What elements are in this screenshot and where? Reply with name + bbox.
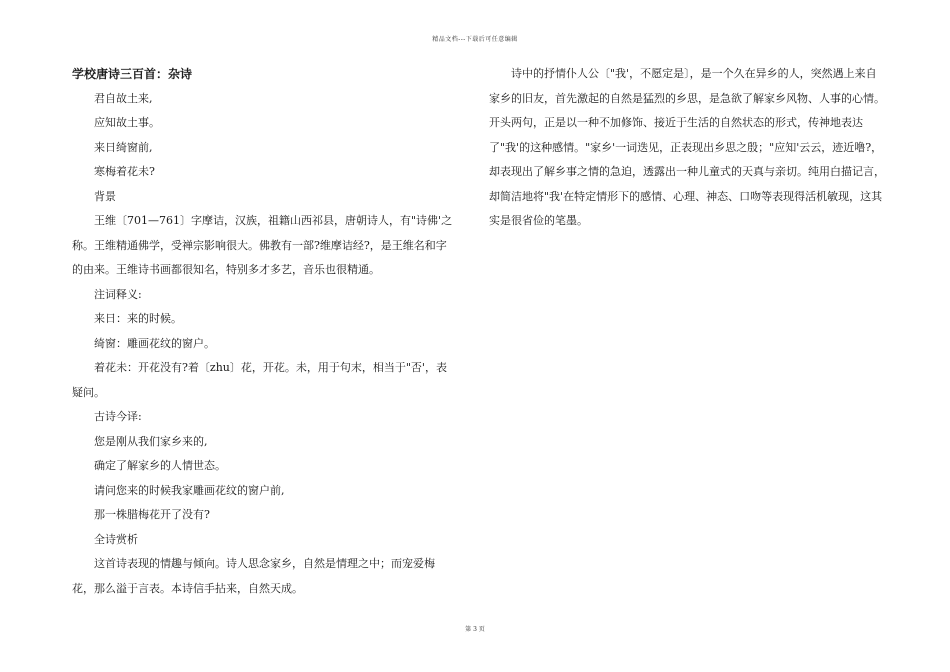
right-column xyxy=(489,62,885,234)
poem-line-2: 应知故土事。 xyxy=(94,116,160,129)
note-item-1: 来日：来的时候。 xyxy=(94,312,182,325)
translation-line-1: 您是刚从我们家乡来的, xyxy=(94,434,208,448)
translation-line-3: 请问您来的时候我家雕画花纹的窗户前, xyxy=(94,483,285,497)
note-item-3: 着花未：开花没有?着〔zhu〕花，开花。未，用于句末，相当于"否'，表疑问。 xyxy=(72,361,447,399)
page-number: 第 3 页 xyxy=(465,626,485,633)
note-item-2: 绮窗：雕画花纹的窗户。 xyxy=(94,336,215,350)
left-column xyxy=(72,62,456,601)
translation-line-4: 那一株腊梅花开了没有? xyxy=(94,508,210,521)
poem-line-3: 来日绮窗前, xyxy=(94,140,153,154)
background-paragraph: 王维〔701—761〕字摩诘，汉族，祖籍山西祁县，唐朝诗人，有"诗佛'之称。王维精通佛学，受禅宗影响很大。佛教有一部?维摩诘经?，是王维名和字的由来。王维诗书画都很知名，特别多才多艺，音乐也很精通。 xyxy=(72,214,453,276)
poem-line-4: 寒梅着花未? xyxy=(94,165,155,178)
translation-line-2: 确定了解家乡的人情世态。 xyxy=(94,459,226,472)
section-heading-background: 背景 xyxy=(94,189,116,203)
poem-line-1: 君自故土来, xyxy=(94,91,153,105)
section-heading-notes: 注词释义: xyxy=(94,287,142,301)
document-title: 学校唐诗三百首：杂诗 xyxy=(72,67,193,81)
section-heading-translation: 古诗今译: xyxy=(94,410,142,423)
appreciation-paragraph: 这首诗表现的情趣与倾向。诗人思念家乡，自然是情理之中；而宠爱梅花，那么溢于言表。本诗信手拈来，自然天成。 xyxy=(72,557,435,595)
page-header: 精品文档---下载后可任意编辑 xyxy=(432,36,518,43)
section-heading-appreciation: 全诗赏析 xyxy=(94,532,138,546)
analysis-paragraph: 诗中的抒情仆人公〔"我'，不愿定是〕，是一个久在异乡的人，突然遇上来自家乡的旧友，首先激起的自然是猛烈的乡思，是急欲了解家乡风物、人事的心情。开头两句，正是以一种不加修饰、接近于生活的自然状态的形式，传神地表达了"我'的这种感情。"家乡'一词迭见，正表现出乡思之殷；"应知'云云，迹近噜?，却表现出了解乡事之情的急迫，透露出一种儿童式的天真与亲切。纯用白描记言，却简洁地将"我'在特定情形下的感情、心理、神态、口吻等表现得活机敏现，这其实是很省俭的笔墨。 xyxy=(489,67,885,227)
